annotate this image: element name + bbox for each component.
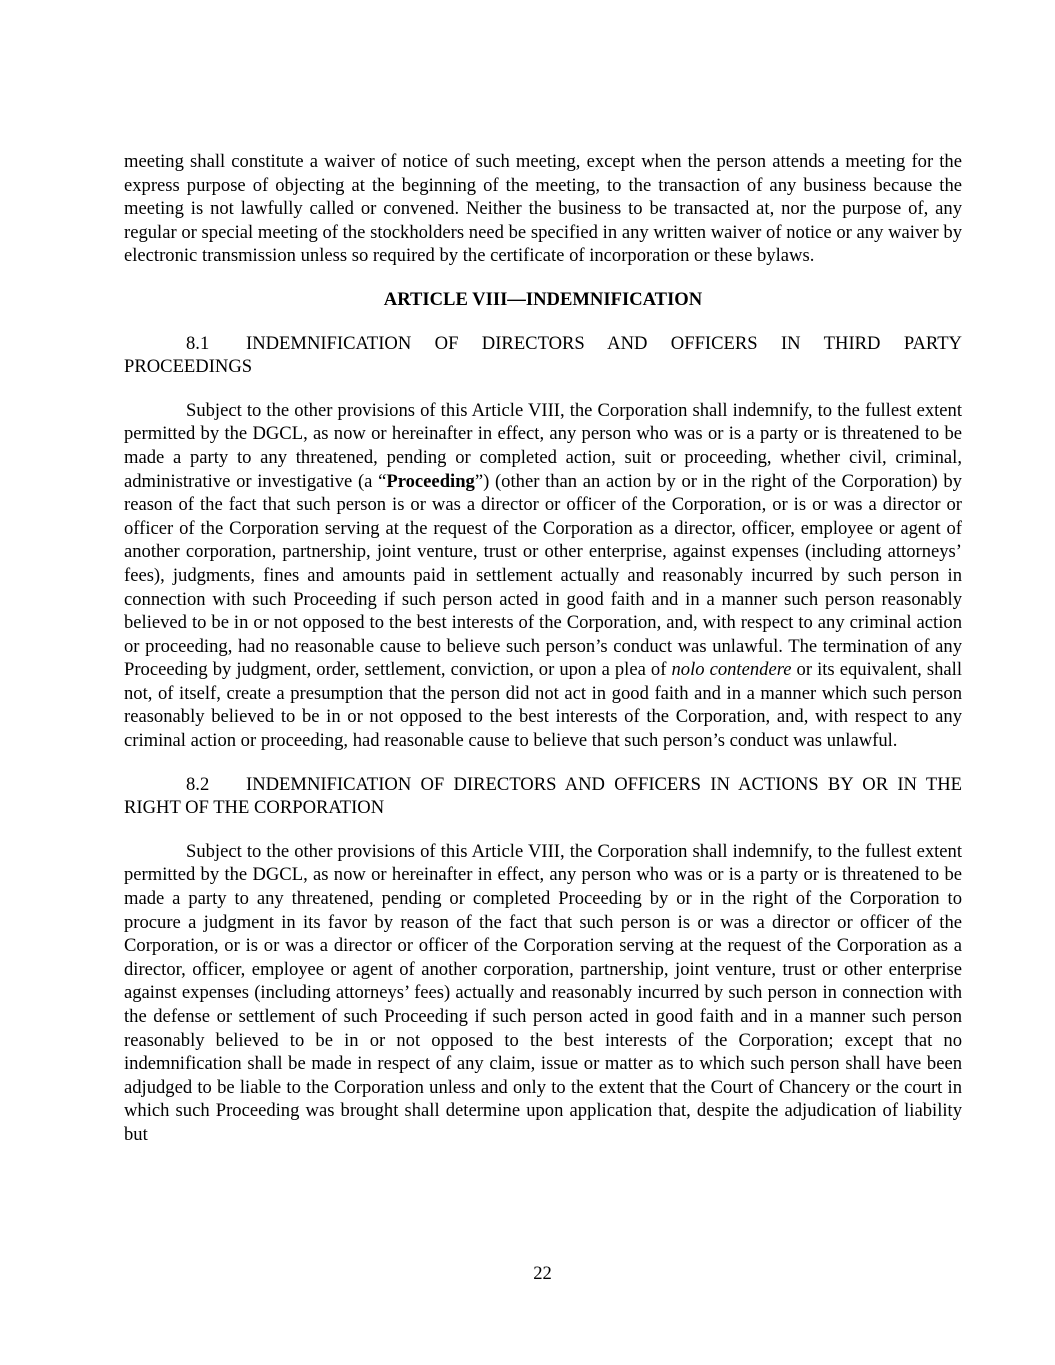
paragraph-text: or its equivalent, shall not, of itself, create a presumption that the person did not act in good faith and in a manner which such person reasonably believed to be in or not opposed to the best interests of the Corporation, and, with respect to any criminal action or proceeding, had reasonable cause to believe that such person’s conduct was unlawful. <box>124 659 962 752</box>
section-8-1-paragraph <box>124 399 962 753</box>
page-number: 22 <box>533 1263 552 1284</box>
section-heading-8-1 <box>124 332 962 379</box>
latin-term: nolo contendere <box>671 659 792 681</box>
section-heading-8-2 <box>124 773 962 820</box>
section-title: INDEMNIFICATION OF DIRECTORS AND OFFICERS IN ACTIONS BY OR IN THE RIGHT OF THE CORPORATION <box>124 773 962 819</box>
section-8-2-paragraph: Subject to the other provisions of this Article VIII, the Corporation shall indemnify, to the fullest extent permitted by the DGCL, as now or hereinafter in effect, any person who was or is a party or is threatened to be made a party to any threatened, pending or completed Proceeding by or in the right of the Corporation to procure a judgment in its favor by reason of the fact that such person is or was a director or officer of the Corporation, or is or was a director or officer of the Corporation serving at the request of the Corporation as a director, officer, employee or agent of another corporation, partnership, joint venture, trust or other enterprise against expenses (including attorneys’ fees) actually and reasonably incurred by such person in connection with the defense or settlement of such Proceeding if such person acted in good faith and in a manner such person reasonably believed to be in or not opposed to the best interests of the Corporation; except that no indemnification shall be made in respect of any claim, issue or matter as to which such person shall have been adjudged to be liable to the Corporation unless and only to the extent that the Court of Chancery or the court in which such Proceeding was brought shall determine upon application that, despite the adjudication of liability but <box>124 840 962 1145</box>
section-number: 8.2 <box>186 773 210 795</box>
paragraph-text: Subject to the other provisions of this Article VIII, the Corporation shall indemnify, to the fullest extent permitted by the DGCL, as now or hereinafter in effect, any person who was or is a party or is threatened to be made a party to any threatened, pending or completed action, suit or proceeding, whether civil, criminal, administrative or investigative (a “ <box>124 399 962 492</box>
continued-paragraph: meeting shall constitute a waiver of notice of such meeting, except when the person attends a meeting for the express purpose of objecting at the beginning of the meeting, to the transaction of any business because the meeting is not lawfully called or convened. Neither the business to be transacted at, nor the purpose of, any regular or special meeting of the stockholders need be specified in any written waiver of notice or any waiver by electronic transmission unless so required by the certificate of incorporation or these bylaws. <box>124 151 962 267</box>
section-number: 8.1 <box>186 332 210 354</box>
paragraph-text: ”) (other than an action by or in the right of the Corporation) by reason of the fact that such person is or was a director or officer of the Corporation, or is or was a director or officer of the Corporation serving at the request of the Corporation as a director, officer, employee or agent of another corporation, partnership, joint venture, trust or other enterprise, against expenses (including attorneys’ fees), judgments, fines and amounts paid in settlement actually and reasonably incurred by such person in connection with such Proceeding if such person acted in good faith and in a manner such person reasonably believed to be in or not opposed to the best interests of the Corporation, and, with respect to any criminal action or proceeding, had no reasonable cause to believe such person’s conduct was unlawful. The termination of any Proceeding by judgment, order, settlement, conviction, or upon a plea of <box>124 470 962 681</box>
article-heading: ARTICLE VIII—INDEMNIFICATION <box>383 288 703 310</box>
section-title: INDEMNIFICATION OF DIRECTORS AND OFFICERS IN THIRD PARTY PROCEEDINGS <box>124 332 962 378</box>
defined-term: Proceeding <box>386 470 475 492</box>
document-page <box>124 150 962 1167</box>
